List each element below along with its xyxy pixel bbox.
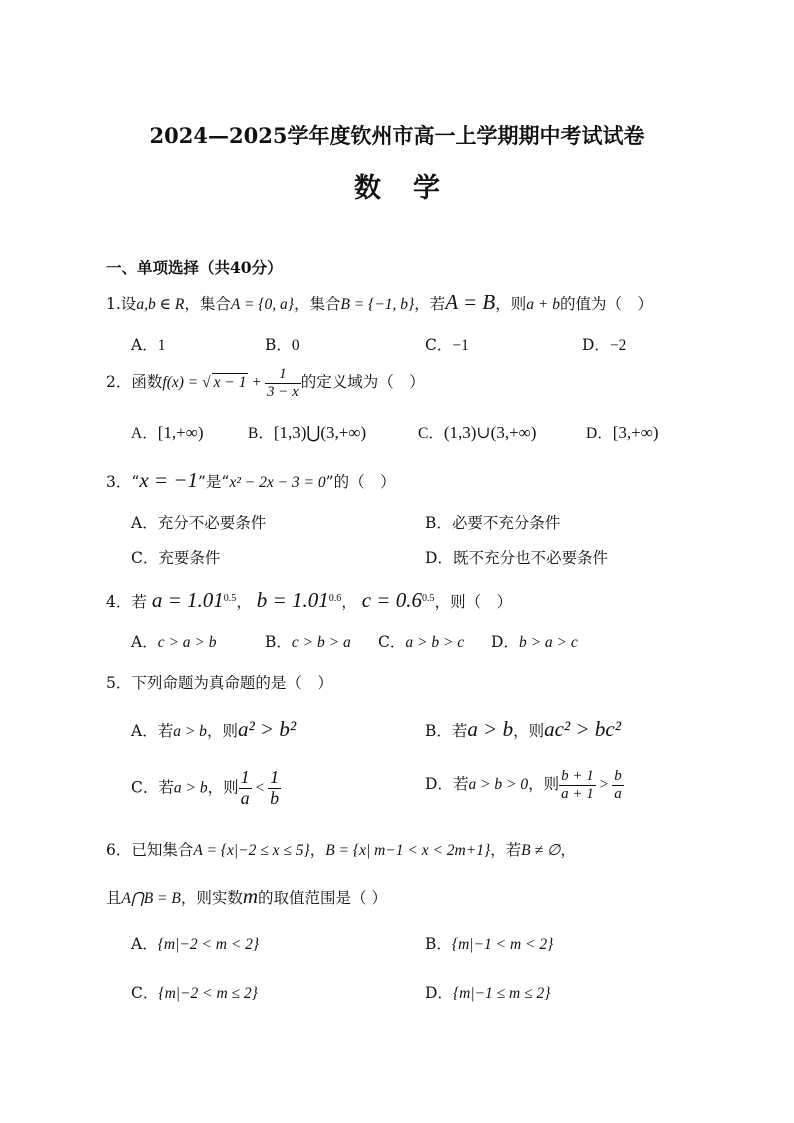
q1-option-c: C．−1 [425,336,469,354]
q6-option-b: B．{m|−1 < m < 2} [425,935,554,953]
exam-title: 2024—2025学年度钦州市高一上学期期中考试试卷 [149,123,645,148]
q3-option-b: B．必要不充分条件 [425,514,561,532]
question-number: 5． [106,674,132,692]
question-1: 1.设a,b ∈ R，集合A = {0, a}，集合B = {−1, b}，若A = B，则a + b的值为（ ） [106,290,653,314]
fraction: $\frac{1}{a}$ [240,767,250,808]
question-number: 1. [106,295,121,313]
question-number: 2． [106,373,132,391]
question-number: 6． [106,841,132,859]
q4-option-b: B．c > b > a [265,633,351,651]
question-number: 4． [106,593,132,611]
question-6: 6．已知集合A = {x|−2 ≤ x ≤ 5}，B = {x| m−1 < x < 2m+1}，若B ≠ ∅， [106,841,576,859]
question-3: 3．“x = −1”是“x² − 2x − 3 = 0”的（ ） [106,468,396,492]
q2-option-b: B．[1,3)⋃(3,+∞) [248,423,367,442]
q5-option-d: D．若a > b > 0，则 $\frac{b + 1}{a + 1}$ > $\frac{b}{a}$ [425,768,622,802]
q3-option-a: A．充分不必要条件 [131,514,267,532]
q1-option-b: B．0 [265,336,300,354]
q4-option-d: D．b > a > c [491,633,578,651]
q2-option-a: A．[1,+∞) [131,423,204,442]
fraction: $\frac{1}{b}$ [270,767,280,808]
q3-option-d: D．既不充分也不必要条件 [425,549,608,567]
q6-option-d: D．{m|−1 ≤ m ≤ 2} [425,984,551,1002]
question-6-line-2: 且A⋂B = B，则实数m的取值范围是（ ） [106,884,387,908]
fraction: $\frac{1}{3 - x}$ [266,366,299,400]
fraction: $\frac{b + 1}{a + 1}$ [561,768,594,802]
q1-option-d: D．−2 [582,336,627,354]
q3-option-c: C．充要条件 [131,549,221,567]
question-2: 2．函数f(x) = √ x − 1 + $\frac{1}{3 - x}$ 的定义域为（ ） [106,366,425,400]
q6-option-c: C．{m|−2 < m ≤ 2} [131,984,258,1002]
q5-option-b: B．若a > b，则ac² > bc² [425,717,621,741]
question-5: 5．下列命题为真命题的是（ ） [106,674,333,692]
q5-option-c: C．若a > b，则 $\frac{1}{a}$ < $\frac{1}{b}$ [131,767,280,808]
question-number: 3． [106,473,132,491]
subject-title: 数学 [354,173,472,204]
q2-option-c: C．(1,3)∪(3,+∞) [418,423,537,442]
q1-option-a: A．1 [131,336,166,354]
q5-option-a: A．若a > b，则a² > b² [131,717,297,741]
section-heading: 一、单项选择（共40分） [106,258,283,277]
q4-option-c: C．a > b > c [378,633,465,651]
q2-option-d: D．[3,+∞) [586,423,659,442]
question-4: 4．若 $a = 1.01^{0.5}$， $b = 1.01^{0.6}$， $c = 0.6^{0.5}$，则（ ） [106,588,513,612]
q4-option-a: A．c > a > b [131,633,217,651]
fraction: $\frac{b}{a}$ [614,768,622,802]
q6-option-a: A．{m|−2 < m < 2} [131,935,260,953]
